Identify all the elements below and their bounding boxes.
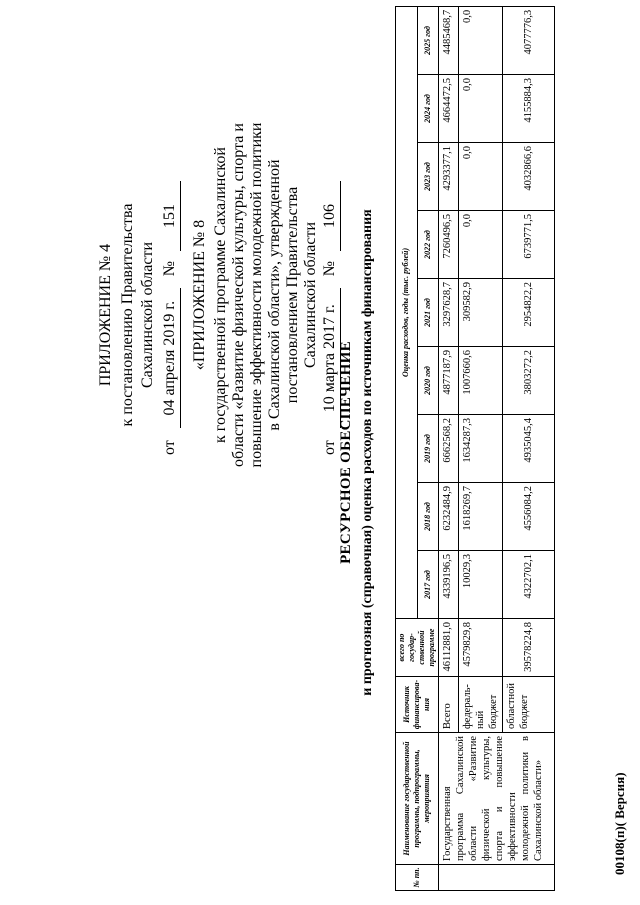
value-cell: 4322702,1: [503, 551, 555, 619]
appendix-4-title: ПРИЛОЖЕНИЕ № 4: [97, 243, 114, 387]
page-title: РЕСУРСНОЕ ОБЕСПЕЧЕНИЕ: [338, 341, 354, 564]
value-cell: 4339196,5: [439, 551, 459, 619]
appendix-8-title: «ПРИЛОЖЕНИЕ № 8: [191, 219, 208, 371]
source-cell: областной бюджет: [503, 677, 555, 733]
value-cell: 1634287,3: [459, 415, 503, 483]
header-year: 2025 год: [417, 6, 439, 74]
value-cell: 10029,3: [459, 551, 503, 619]
appendix-4-line3: Сахалинской области: [139, 241, 156, 389]
header-year: 2024 год: [417, 75, 439, 143]
header-year: 2017 год: [417, 551, 439, 619]
from-label: от: [321, 440, 338, 455]
header-year: 2021 год: [417, 279, 439, 347]
appendix-8-line-4: в Сахалинской области», утвержденной: [266, 159, 283, 431]
value-cell: 0,0: [459, 75, 503, 143]
value-cell: 6662568,2: [439, 415, 459, 483]
value-cell: 4485468,7: [439, 6, 459, 74]
value-cell: 4664472,5: [439, 75, 459, 143]
header-num: № пп.: [396, 865, 439, 891]
appendix-8-line-1: к государственной программе Сахалинской: [212, 147, 229, 443]
program-name: Государственная программа Сахалинской области «Развитие физической культуры, спорта и повышение эффективности молодежной политики в Сахалинской области»: [439, 733, 555, 865]
page-subtitle: и прогнозная (справочная) оценка расходов по источникам финансирования: [360, 209, 375, 696]
value-cell: 4293377,1: [439, 143, 459, 211]
from-label: от: [161, 440, 178, 455]
appendix-8-line-3: повышение эффективности молодежной политики: [248, 122, 265, 468]
value-cell: 0,0: [459, 6, 503, 74]
value-cell: 1007660,6: [459, 347, 503, 415]
appendix-4-date: 04 апреля 2019 г.: [160, 288, 181, 428]
header-year: 2023 год: [417, 143, 439, 211]
header-name: Наименование государственной программы, подпрограммы, мероприятия: [396, 733, 439, 865]
value-cell: 0,0: [459, 211, 503, 279]
header-year: 2022 год: [417, 211, 439, 279]
value-cell: 4556084,2: [503, 483, 555, 551]
value-cell: 0,0: [459, 143, 503, 211]
value-cell: 309582,9: [459, 279, 503, 347]
number-label: №: [321, 260, 338, 277]
value-cell: 4032866,6: [503, 143, 555, 211]
table-row: [439, 6, 459, 890]
appendix-8-line-5: постановлением Правительства: [284, 186, 301, 404]
appendix-4-date-line: [160, 181, 181, 455]
appendix-8-date: 10 марта 2017 г.: [320, 288, 341, 428]
row-num-cell: [439, 865, 555, 891]
header-total: всего по государ-ственной программе: [396, 619, 439, 677]
value-cell: 6739771,5: [503, 211, 555, 279]
header-year: 2018 год: [417, 483, 439, 551]
value-cell: 2954822,2: [503, 279, 555, 347]
number-label: №: [161, 260, 178, 277]
appendix-4-line2: к постановлению Правительства: [119, 203, 136, 427]
value-cell: 3297628,7: [439, 279, 459, 347]
value-cell: 1618269,7: [459, 483, 503, 551]
footer-code: 00108(п)( Версия): [612, 772, 627, 875]
source-cell: федераль-ный бюджет: [459, 677, 503, 733]
appendix-8-number: 106: [320, 181, 341, 251]
header-group: Оценка расходов, годы (тыс. рублей): [396, 6, 418, 618]
appendix-4-number: 151: [160, 181, 181, 251]
value-cell: 4877187,9: [439, 347, 459, 415]
appendix-8-line-2: области «Развитие физической культуры, спорта и: [230, 123, 247, 467]
value-cell: 7260496,5: [439, 211, 459, 279]
source-cell: Всего: [439, 677, 459, 733]
value-cell: 6232484,9: [439, 483, 459, 551]
total-cell: 4579829,8: [459, 619, 503, 677]
header-source: Источник финансирова-ния: [396, 677, 439, 733]
total-cell: 39578224,8: [503, 619, 555, 677]
header-year: 2020 год: [417, 347, 439, 415]
value-cell: 3803272,2: [503, 347, 555, 415]
financing-table: [395, 6, 555, 891]
value-cell: 4935045,4: [503, 415, 555, 483]
header-year: 2019 год: [417, 415, 439, 483]
value-cell: 4077776,3: [503, 6, 555, 74]
appendix-8-line-6: Сахалинской области: [302, 221, 319, 369]
total-cell: 46112881,0: [439, 619, 459, 677]
value-cell: 4155884,3: [503, 75, 555, 143]
table-header-row: [396, 6, 418, 890]
